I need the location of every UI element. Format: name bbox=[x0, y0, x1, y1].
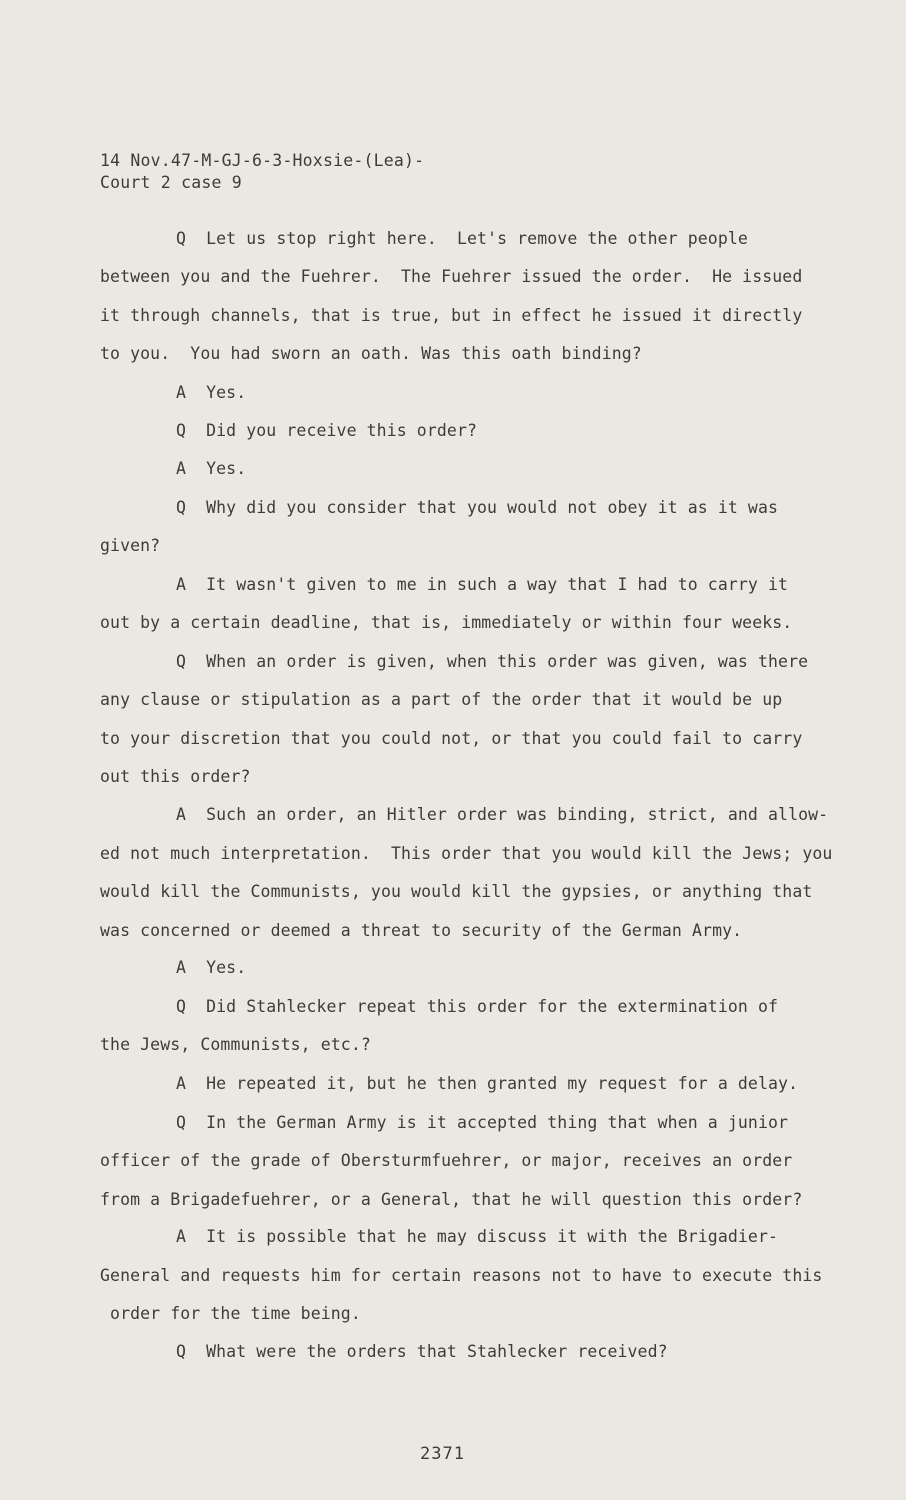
transcript-line: out by a certain deadline, that is, immediately or within four weeks. bbox=[100, 613, 793, 632]
transcript-line: Q Why did you consider that you would not obey it as it was bbox=[176, 498, 779, 517]
transcript-line: General and requests him for certain reasons not to have to execute this bbox=[100, 1266, 823, 1285]
transcript-line: order for the time being. bbox=[100, 1304, 361, 1323]
transcript-line: A It is possible that he may discuss it with the Brigadier- bbox=[176, 1227, 779, 1246]
transcript-line: Q Did you receive this order? bbox=[176, 421, 478, 440]
document-header bbox=[100, 150, 424, 194]
transcript-line: out this order? bbox=[100, 767, 251, 786]
header-line-1: 14 Nov.47-M-GJ-6-3-Hoxsie-(Lea)- bbox=[100, 151, 425, 170]
transcript-line: given? bbox=[100, 536, 161, 555]
transcript-line: any clause or stipulation as a part of the order that it would be up bbox=[100, 690, 783, 709]
transcript-line: to your discretion that you could not, or that you could fail to carry bbox=[100, 729, 803, 748]
transcript-line: A He repeated it, but he then granted my request for a delay. bbox=[176, 1074, 799, 1093]
transcript-line: Q In the German Army is it accepted thing that when a junior bbox=[176, 1113, 789, 1132]
transcript-line: A Yes. bbox=[176, 958, 247, 977]
transcript-line: it through channels, that is true, but in effect he issued it directly bbox=[100, 306, 803, 325]
transcript-line: between you and the Fuehrer. The Fuehrer issued the order. He issued bbox=[100, 267, 803, 286]
page-number: 2371 bbox=[420, 1444, 465, 1464]
transcript-line: officer of the grade of Obersturmfuehrer, or major, receives an order bbox=[100, 1151, 793, 1170]
transcript-line: was concerned or deemed a threat to security of the German Army. bbox=[100, 921, 743, 940]
transcript-line: would kill the Communists, you would kill the gypsies, or anything that bbox=[100, 882, 813, 901]
transcript-line: the Jews, Communists, etc.? bbox=[100, 1035, 371, 1054]
transcript-line: A Such an order, an Hitler order was binding, strict, and allow- bbox=[176, 805, 829, 824]
transcript-line: to you. You had sworn an oath. Was this oath binding? bbox=[100, 344, 642, 363]
transcript-line: Q Let us stop right here. Let's remove the other people bbox=[176, 229, 748, 248]
transcript-line: Q When an order is given, when this order was given, was there bbox=[176, 652, 809, 671]
transcript-line: A Yes. bbox=[176, 383, 247, 402]
transcript-line: ed not much interpretation. This order that you would kill the Jews; you bbox=[100, 844, 833, 863]
transcript-line: A It wasn't given to me in such a way that I had to carry it bbox=[176, 575, 789, 594]
transcript-line: Q What were the orders that Stahlecker received? bbox=[176, 1342, 668, 1361]
transcript-line: A Yes. bbox=[176, 459, 247, 478]
transcript-line: Q Did Stahlecker repeat this order for the extermination of bbox=[176, 997, 779, 1016]
header-line-2: Court 2 case 9 bbox=[100, 173, 242, 192]
transcript-line: from a Brigadefuehrer, or a General, that he will question this order? bbox=[100, 1190, 803, 1209]
